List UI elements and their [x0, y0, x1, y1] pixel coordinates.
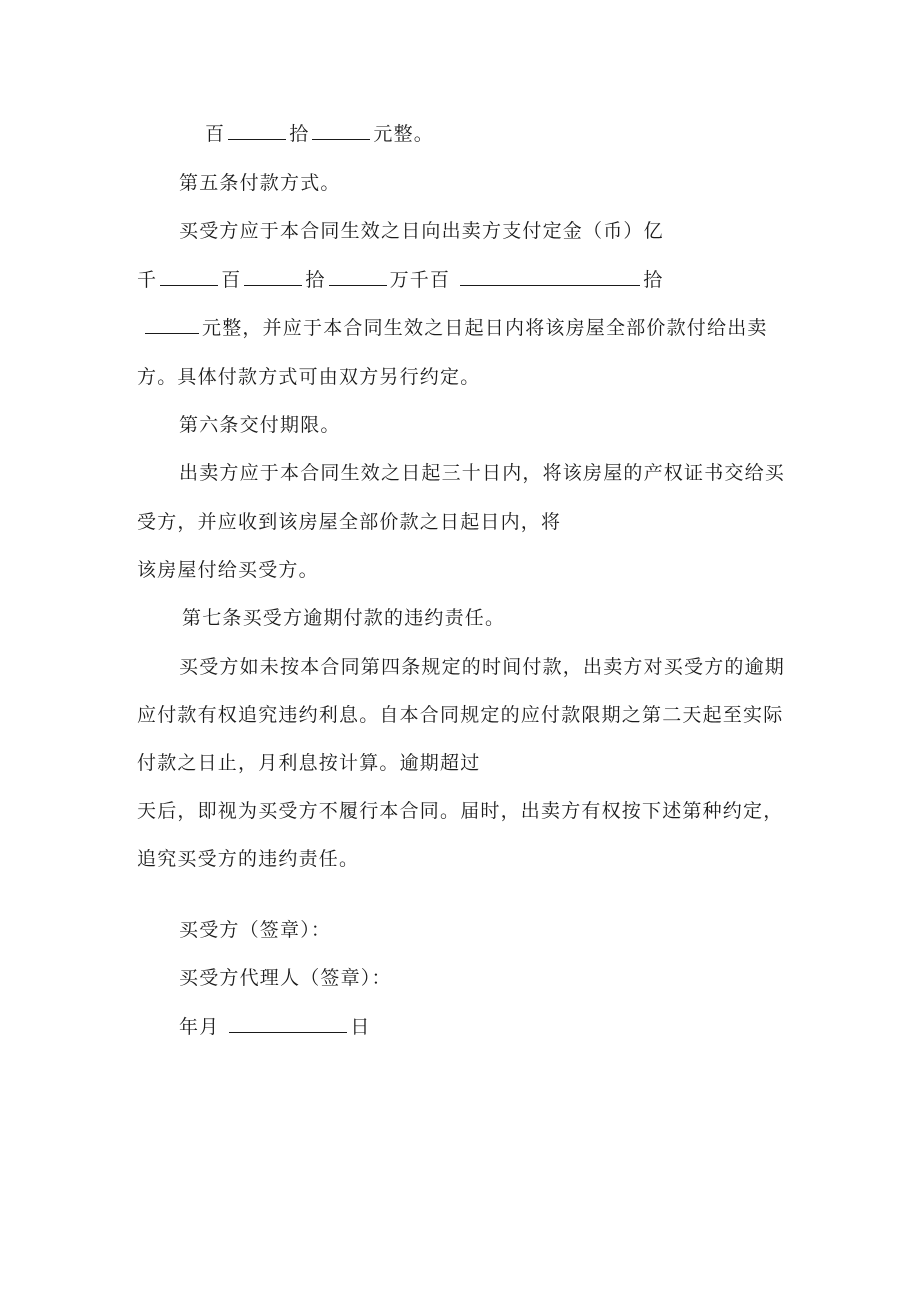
unit-qian: 千 [137, 269, 158, 291]
paragraph-line: 买受方如未按本合同第四条规定的时间付款，出卖方对买受方的逾期 [179, 656, 786, 678]
unit-shi: 拾 [289, 123, 310, 145]
blank-field [312, 122, 370, 140]
paragraph-line [145, 316, 768, 340]
buyer-signature-label: 买受方（签章）： [179, 919, 332, 941]
paragraph-line: 追究买受方的违约责任。 [137, 848, 360, 870]
blank-field [228, 122, 286, 140]
paragraph-line: 受方，并应收到该房屋全部价款之日起日内，将 [137, 511, 562, 533]
day-label: 日 [350, 1016, 371, 1038]
blank-field [160, 268, 218, 286]
paragraph-line: 该房屋付给买受方。 [137, 559, 319, 581]
paragraph-line: 出卖方应于本合同生效之日起三十日内，将该房屋的产权证书交给买 [179, 462, 786, 484]
article-6-heading: 第六条交付期限。 [179, 414, 341, 436]
unit-bai: 百 [205, 123, 226, 145]
year-month-label: 年月 [179, 1016, 220, 1038]
unit-wan: 万千百 [389, 269, 451, 291]
paragraph-line: 方。具体付款方式可由双方另行约定。 [137, 366, 481, 388]
unit-bai: 百 [221, 269, 242, 291]
paragraph-line: 天后，即视为买受方不履行本合同。届时，出卖方有权按下述第种约定， [137, 800, 784, 822]
blank-field [460, 268, 640, 286]
paragraph-line: 应付款有权追究违约利息。自本合同规定的应付款限期之第二天起至实际 [137, 704, 784, 726]
blank-field [229, 1015, 347, 1033]
article-5-heading: 第五条付款方式。 [179, 172, 341, 194]
buyer-agent-signature-label: 买受方代理人（签章）： [179, 967, 392, 989]
line-text: 元整，并应于本合同生效之日起日内将该房屋全部价款付给出卖 [202, 317, 768, 339]
unit-shi: 拾 [305, 269, 326, 291]
paragraph-line: 付款之日止，月利息按计算。逾期超过 [137, 752, 481, 774]
date-line [179, 1015, 371, 1039]
blank-field [329, 268, 387, 286]
paragraph-line: 买受方应于本合同生效之日向出卖方支付定金（币）亿 [179, 220, 664, 242]
amount-line [205, 122, 434, 146]
blank-field [244, 268, 302, 286]
unit-yuan: 元整。 [373, 123, 435, 145]
blank-field [145, 316, 199, 334]
article-7-heading: 第七条买受方逾期付款的违约责任。 [182, 607, 506, 629]
amount-line [137, 268, 663, 292]
unit-shi: 拾 [643, 269, 664, 291]
